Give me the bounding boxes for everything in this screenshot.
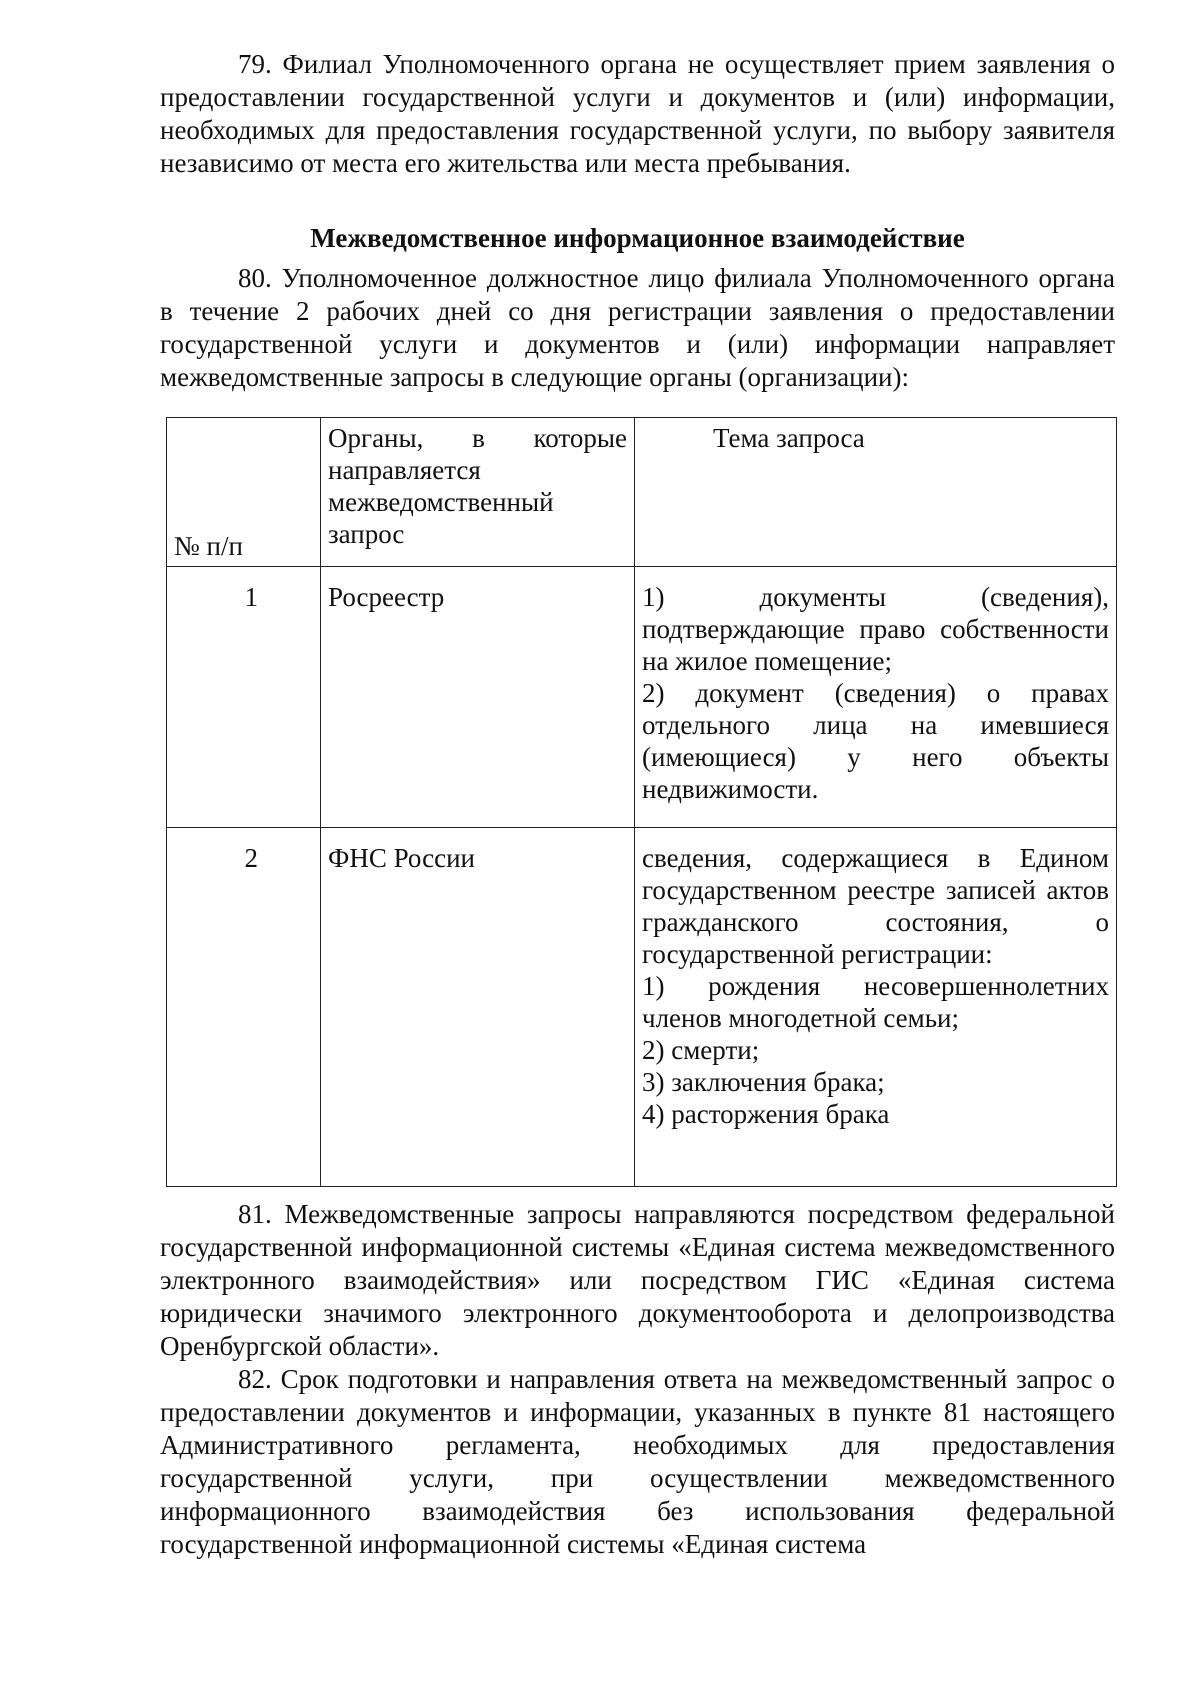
paragraph-79 <box>160 48 1115 180</box>
header-org: Органы, в которые направляется межведомственный запрос <box>321 418 635 567</box>
row-num: 2 <box>167 828 321 1187</box>
paragraph-82 <box>160 1363 1115 1561</box>
row-topic <box>635 567 1117 828</box>
requests-table <box>166 417 1117 1187</box>
topic-line: 3) заключения брака; <box>642 1067 885 1097</box>
paragraph-80 <box>160 262 1115 394</box>
section-heading: Межведомственное информационное взаимодействие <box>310 223 965 253</box>
topic-line: 4) расторжения брака <box>642 1099 890 1129</box>
row-org: Росреестр <box>321 567 635 828</box>
table-header-row <box>167 418 1117 567</box>
row-org: ФНС России <box>321 828 635 1187</box>
paragraph-79-text: 79. Филиал Уполномоченного органа не осуществляет прием заявления о предоставлении государственной услуги и документов и (или) информации, необходимых для предоставления государственной услуги, по выбору заявителя независимо от места его жительства или места пребывания. <box>160 49 1115 178</box>
row-topic <box>635 828 1117 1187</box>
paragraph-80-text: 80. Уполномоченное должностное лицо филиала Уполномоченного органа в течение 2 рабочих дней со дня регистрации заявления о предоставлении государственной услуги и документов и (или) информации направляет межведомственные запросы в следующие органы (организации): <box>160 263 1115 392</box>
header-num: № п/п <box>167 418 321 567</box>
paragraph-81-text: 81. Межведомственные запросы направляются посредством федеральной государственной информационной системы «Единая система межведомственного электронного взаимодействия» или посредством ГИС «Единая система юридически значимого электронного документооборота и делопроизводства Оренбургской области». <box>160 1199 1115 1361</box>
table-row <box>167 828 1117 1187</box>
topic-line: 1) документы (сведения), подтверждающие право собственности на жилое помещение; <box>642 582 1109 676</box>
topic-line: 2) документ (сведения) о правах отдельного лица на имевшиеся (имеющиеся) у него объекты недвижимости. <box>642 678 1109 804</box>
paragraph-82-text: 82. Срок подготовки и направления ответа на межведомственный запрос о предоставлении документов и информации, указанных в пункте 81 настоящего Административного регламента, необходимых для предоставления государственной услуги, при осуществлении межведомственного информационного взаимодействия без использования федеральной государственной информационной системы «Единая система <box>160 1364 1115 1559</box>
paragraph-81 <box>160 1198 1115 1363</box>
table-row <box>167 567 1117 828</box>
topic-line: 1) рождения несовершеннолетних членов многодетной семьи; <box>642 971 1109 1033</box>
topic-line: 2) смерти; <box>642 1035 760 1065</box>
row-num: 1 <box>167 567 321 828</box>
header-topic: Тема запроса <box>635 418 1117 567</box>
topic-line: сведения, содержащиеся в Едином государственном реестре записей актов гражданского состояния, о государственной регистрации: <box>642 843 1109 969</box>
